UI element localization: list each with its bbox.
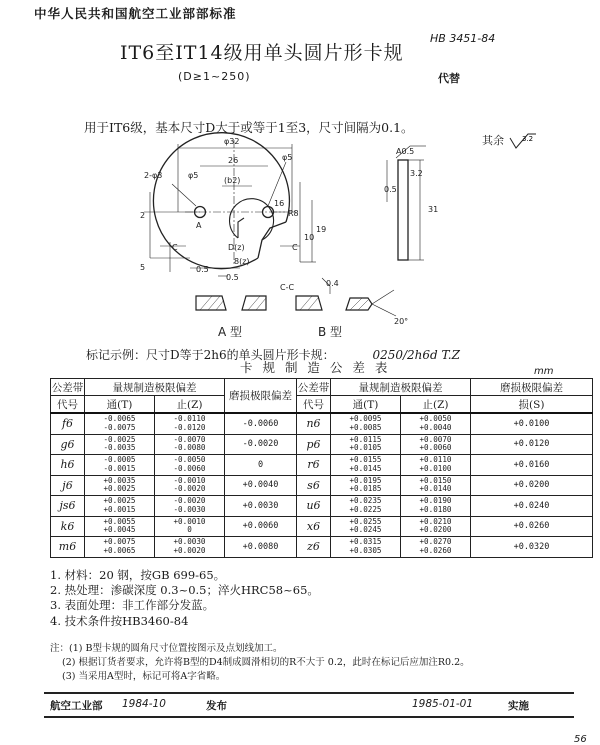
cell-wear-2: +0.0260 [471,516,593,537]
cell-value: -0.0020 [173,496,206,506]
cell-value: +0.0075 [103,537,136,547]
dim-phi5-b: φ5 [188,171,199,180]
cell-value: -0.0050 [173,455,206,465]
cell-wear: +0.0030 [225,496,297,517]
type-a-label: A 型 [218,325,243,339]
label-a: A [196,221,202,230]
cell-value: +0.0180 [419,504,452,514]
footer-effective-date: 1985-01-01 [412,698,474,710]
cell-wear: +0.0060 [225,516,297,537]
cell-value: +0.0015 [103,504,136,514]
cell-go [85,496,155,517]
cell-value: +0.0010 [173,516,206,526]
cell-value: +0.0145 [349,463,382,473]
cell-value: +0.0155 [349,455,382,465]
cell-value: +0.0065 [103,545,136,555]
dim-phi5-a: φ5 [282,153,293,162]
cell-go-2 [331,475,401,496]
footer-issue-date: 1984-10 [122,698,166,710]
dim-a0-5: A0.5 [396,147,415,156]
note-2: 2. 热处理：渗碳深度 0.3~0.5；淬火HRC58~65。 [50,583,319,598]
cell-nogo-2 [401,496,471,517]
cell-go [85,475,155,496]
cell-value: +0.0050 [419,414,452,424]
cell-value: -0.0025 [103,434,136,444]
cell-go [85,455,155,476]
cell-value: -0.0060 [173,463,206,473]
cell-go-2 [331,496,401,517]
dim-3-2: 3.2 [410,169,423,178]
cell-code: m6 [51,537,85,558]
footnote-2: (2) 根据订货者要求，允许将B型的D4制成圆滑相切的R不大于 0.2，此时在标记后应加注R0.2。 [62,657,470,668]
dim-5: 5 [140,263,146,272]
table-row [51,434,593,455]
dim-8-z: 8(z) [234,257,250,266]
cell-value: +0.0025 [103,484,136,494]
cell-value: +0.0315 [349,537,382,547]
cell-value: -0.0080 [173,443,206,453]
dim-0-5-b: 0.5 [226,273,239,282]
cell-nogo [155,413,225,434]
cell-code: j6 [51,475,85,496]
cell-nogo [155,455,225,476]
cell-nogo [155,516,225,537]
header-code-2: 代号 [297,396,331,414]
cell-value: +0.0225 [349,504,382,514]
cell-value: +0.0190 [419,496,452,506]
dim-10: 10 [304,233,315,242]
cell-value: +0.0210 [419,516,452,526]
dim-0-5-c: 0.5 [384,185,397,194]
cell-value: -0.0010 [173,475,206,485]
dim-2-phi3: 2-φ3 [144,171,163,180]
cell-value: -0.0030 [173,504,206,514]
footnotes [50,642,470,684]
header-wear-2: 损(S) [471,396,593,414]
footer-effective: 实施 [508,700,529,712]
cell-go-2 [331,537,401,558]
cell-code: h6 [51,455,85,476]
cell-value: +0.0095 [349,414,382,424]
section-mark-c-right: C [292,243,298,252]
technical-notes [50,568,319,629]
footnote-1: 注：(1) B型卡规的圆角尺寸位置按图示及点划线加工。 [50,643,283,654]
cell-wear-2: +0.0120 [471,434,593,455]
section-b-right [346,298,372,310]
cell-value: -0.0005 [103,455,136,465]
marking-example-code: 0250/2h6d T.Z [372,348,460,362]
tolerance-table [50,378,593,558]
cell-wear-2: +0.0320 [471,537,593,558]
cell-nogo-2 [401,413,471,434]
standard-org-header: 中华人民共和国航空工业部部标准 [34,6,237,21]
note-4: 4. 技术条件按HB3460-84 [50,613,189,628]
cell-code: g6 [51,434,85,455]
dim-0-4: 0.4 [326,279,339,288]
table-unit: mm [534,366,554,377]
cell-nogo-2 [401,434,471,455]
cell-value: +0.0255 [349,516,382,526]
cell-nogo [155,496,225,517]
dim-16: 16 [274,199,285,208]
footer-issued: 发布 [206,700,227,712]
dim-phi32: φ32 [224,137,240,146]
cell-value: +0.0150 [419,475,452,485]
standard-number: HB 3451-84 [430,32,496,45]
cell-value: +0.0040 [419,422,452,432]
dim-26: 26 [228,156,239,165]
cell-value: -0.0110 [173,414,206,424]
cell-value: -0.0015 [103,463,136,473]
section-mark-c-left: C [172,243,178,252]
cell-code-2: r6 [297,455,331,476]
table-row [51,413,593,434]
cell-value: +0.0185 [349,484,382,494]
footnote-3: (3) 当采用A型时，标记可将A字省略。 [62,671,226,682]
header-go: 通(T) [85,396,155,414]
cell-go-2 [331,455,401,476]
dim-20-deg: 20° [394,317,409,326]
footer-issuer: 航空工业部 [50,700,103,712]
table-row [51,516,593,537]
cell-go-2 [331,413,401,434]
marking-example-text: 标记示例：尺寸D等于2h6的单头圆片形卡规： [86,348,335,362]
cell-code-2: u6 [297,496,331,517]
dim-r8: R8 [288,209,299,218]
header-wear-tol-2: 磨损极限偏差 [471,379,593,396]
cell-value: -0.0035 [103,443,136,453]
header-tol-band-2: 公差带 [297,379,331,396]
cell-nogo-2 [401,537,471,558]
cell-code: k6 [51,516,85,537]
cell-code-2: n6 [297,413,331,434]
cell-go [85,434,155,455]
header-nogo: 止(Z) [155,396,225,414]
cell-go [85,516,155,537]
cell-value: +0.0020 [173,545,206,555]
section-c-c-label: C-C [280,283,295,292]
cell-value: 0 [187,525,192,535]
cell-wear-2: +0.0160 [471,455,593,476]
dim-d-z: D(z) [228,243,245,252]
cell-value: +0.0140 [419,484,452,494]
footer-rule-top [44,692,574,694]
replaces-label: 代替 [438,72,460,85]
dim-b2: (b2) [224,176,241,185]
table-title: 卡 规 制 造 公 差 表 [240,360,391,375]
cell-value: -0.0065 [103,414,136,424]
cell-go [85,537,155,558]
cell-value: +0.0235 [349,496,382,506]
surface-rest-label: 其余 [482,134,504,147]
cell-wear: -0.0060 [225,413,297,434]
cell-nogo-2 [401,516,471,537]
header-wear-tol: 磨损极限偏差 [225,379,297,414]
cell-nogo-2 [401,455,471,476]
table-row [51,537,593,558]
page-number: 56 [574,734,587,745]
dim-31: 31 [428,205,439,214]
cell-code: js6 [51,496,85,517]
cell-value: +0.0115 [349,434,382,444]
note-3: 3. 表面处理：非工作部分发蓝。 [50,598,215,613]
table-row [51,496,593,517]
cell-value: +0.0245 [349,525,382,535]
cell-wear: +0.0040 [225,475,297,496]
type-b-label: B 型 [318,325,343,339]
cell-value: -0.0075 [103,422,136,432]
dim-19: 19 [316,225,327,234]
cell-code-2: s6 [297,475,331,496]
cell-value: -0.0120 [173,422,206,432]
cell-nogo [155,475,225,496]
cell-go [85,413,155,434]
cell-value: +0.0025 [103,496,136,506]
cell-value: +0.0055 [103,516,136,526]
cell-wear: 0 [225,455,297,476]
dim-2: 2 [140,211,146,220]
cell-value: +0.0110 [419,455,452,465]
cell-value: -0.0020 [173,484,206,494]
cell-value: +0.0105 [349,443,382,453]
cell-nogo [155,434,225,455]
cell-value: +0.0060 [419,443,452,453]
header-mfg-tol-2: 量规制造极限偏差 [331,379,471,396]
cell-value: +0.0305 [349,545,382,555]
side-view-body [398,160,408,260]
header-tol-band: 公差带 [51,379,85,396]
cell-code-2: z6 [297,537,331,558]
table-row [51,455,593,476]
cell-code-2: p6 [297,434,331,455]
cell-value: +0.0085 [349,422,382,432]
document-subtitle: (D≥1~250) [178,70,251,83]
table-row [51,475,593,496]
cell-wear-2: +0.0240 [471,496,593,517]
cell-value: +0.0195 [349,475,382,485]
cell-code-2: x6 [297,516,331,537]
gauge-cutout [230,199,274,240]
cell-nogo [155,537,225,558]
surface-rest-ra: 3.2 [521,135,533,143]
cell-wear-2: +0.0200 [471,475,593,496]
header-code: 代号 [51,396,85,414]
cell-value: +0.0070 [419,434,452,444]
cell-go-2 [331,516,401,537]
header-mfg-tol: 量规制造极限偏差 [85,379,225,396]
cell-nogo-2 [401,475,471,496]
cell-wear: -0.0020 [225,434,297,455]
cell-value: +0.0100 [419,463,452,473]
cell-value: -0.0070 [173,434,206,444]
cell-value: +0.0200 [419,525,452,535]
intro-text: 用于IT6级，基本尺寸D大于或等于1至3，尺寸间隔为0.1。 [84,120,414,135]
cell-value: +0.0030 [173,537,206,547]
dim-0-5: 0.5 [196,265,209,274]
document-title: IT6至IT14级用单头圆片形卡规 [120,42,404,64]
cell-wear-2: +0.0100 [471,413,593,434]
cell-value: +0.0270 [419,537,452,547]
footer-rule-bottom [44,716,574,718]
cell-value: +0.0045 [103,525,136,535]
cell-wear: +0.0080 [225,537,297,558]
note-1: 1. 材料：20 钢，按GB 699-65。 [50,568,226,582]
cell-value: +0.0035 [103,475,136,485]
cell-go-2 [331,434,401,455]
cell-code: f6 [51,413,85,434]
cell-value: +0.0260 [419,545,452,555]
header-nogo-2: 止(Z) [401,396,471,414]
header-go-2: 通(T) [331,396,401,414]
